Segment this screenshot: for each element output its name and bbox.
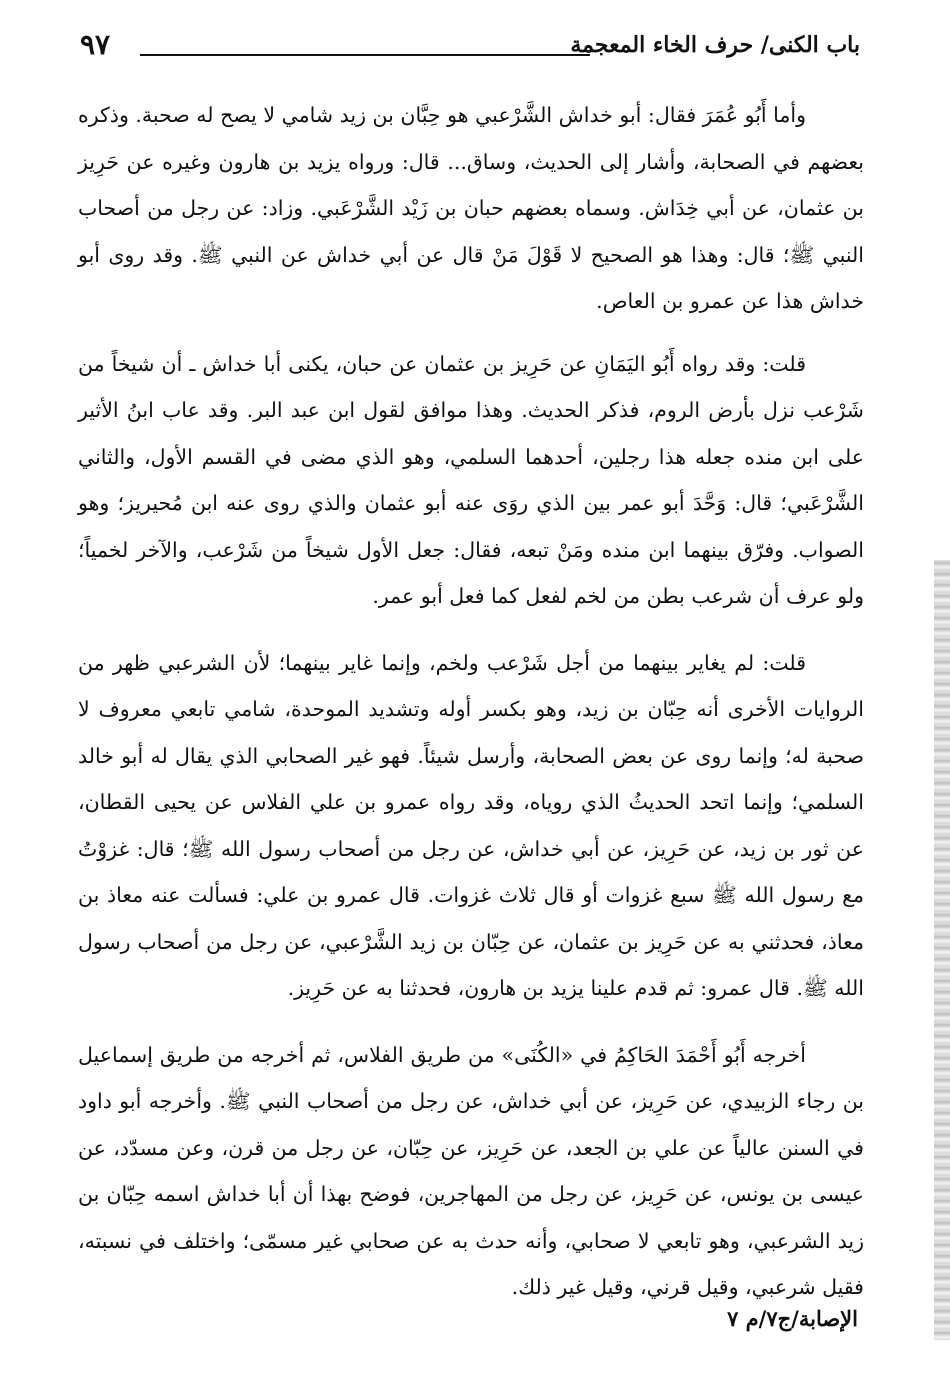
paragraph-1: وأما أَبُو عُمَرَ فقال: أبو خداش الشَّرْعبي هو حِبَّان بن زيد شامي لا يصح له صحبة. وذكره بعضهم في الصحابة، وأشار إلى الحديث، وساق... قال: ورواه يزيد بن هارون وغيره عن حَرِيز بن عثمان، عن أبي خِدَاش. وسماه بعضهم حبان بن زَيْد الشَّرْعَبي. وزاد: عن رجل من أصحاب النبي ﷺ؛ قال: وهذا هو الصحيح لا قَوْلَ مَنْ قال عن أبي خداش عن النبي ﷺ. وقد روى أبو خداش هذا عن عمرو بن العاص. (78, 103, 864, 313)
signature-mark: الإصابة/ج٧/م ٧ (727, 1306, 858, 1331)
paragraph-2: قلت: وقد رواه أَبُو اليَمَانِ عن حَرِيز بن عثمان عن حبان، يكنى أبا خداش ـ أن شيخاً من شَرْعب نزل بأرض الروم، فذكر الحديث. وهذا موافق لقول ابن عبد البر. وقد عاب ابنُ الأثير على ابن منده جعله هذا رجلين، أحدهما السلمي، وهو الذي مضى في القسم الأول، والثاني الشَّرْعَبي؛ قال: وَحَّدَ أبو عمر بين الذي روَى عنه أبو عثمان والذي روى عنه ابن مُحيريز؛ وهو الصواب. وفرّق بينهما ابن منده ومَنْ تبعه، فقال: جعل الأول شيخاً من شَرْعب، والآخر لخمياً؛ ولو عرف أن شرعب بطن من لخم لفعل كما فعل أبو عمر. (78, 351, 864, 608)
running-head: باب الكنى/ حرف الخاء المعجمة (570, 32, 860, 58)
page-header (80, 28, 860, 68)
page-number: ٩٧ (80, 28, 111, 61)
scan-edge-shadow (934, 560, 950, 1340)
header-rule (140, 54, 590, 56)
paragraph-3: قلت: لم يغاير بينهما من أجل شَرْعب ولخم، وإنما غاير بينهما؛ لأن الشرعبي ظهر من الروايات الأخرى أنه حِبّان بن زيد، وهو بكسر أوله وتشديد الموحدة، شامي تابعي معروف لا صحبة له؛ وإنما روى عن بعض الصحابة، وأرسل شيئاً. فهو غير الصحابي الذي يقال له أبو خالد السلمي؛ وإنما اتحد الحديثُ الذي روياه، وقد رواه عمرو بن علي الفلاس عن يحيى القطان، عن ثور بن زيد، عن حَرِيز، عن أبي خداش، عن رجل من أصحاب رسول الله ﷺ؛ قال: غزوْتُ مع رسول الله ﷺ سبع غزوات أو قال ثلاث غزوات. قال عمرو بن علي: فسألت عنه معاذ بن معاذ، فحدثني به عن حَرِيز بن عثمان، عن حِبّان بن زيد الشَّرْعبي، عن رجل من أصحاب رسول الله ﷺ. قال عمرو: ثم قدم علينا يزيد بن هارون، فحدثنا به عن حَرِيز. (78, 650, 864, 1000)
paragraph-4: أخرجه أَبُو أَحْمَدَ الحَاكِمُ في «الكُنَى» من طريق الفلاس، ثم أخرجه من طريق إسماعيل بن رجاء الزبيدي، عن حَرِيز، عن أبي خداش، عن رجل من أصحاب النبي ﷺ. وأخرجه أبو داود في السنن عالياً عن علي بن الجعد، عن حَرِيز، عن حِبّان، عن رجل من قرن، وعن مسدّد، عن عيسى بن يونس، عن حَرِيز، عن رجل من المهاجرين، فوضح بهذا أن أبا خداش اسمه حِبّان بن زيد الشرعبي، وهو تابعي لا صحابي، وأنه حدث به عن صحابي غير مسمّى؛ واختلف في نسبته، فقيل شرعبي، وقيل قرني، وقيل غير ذلك. (78, 1042, 864, 1299)
page-body (78, 92, 864, 1311)
